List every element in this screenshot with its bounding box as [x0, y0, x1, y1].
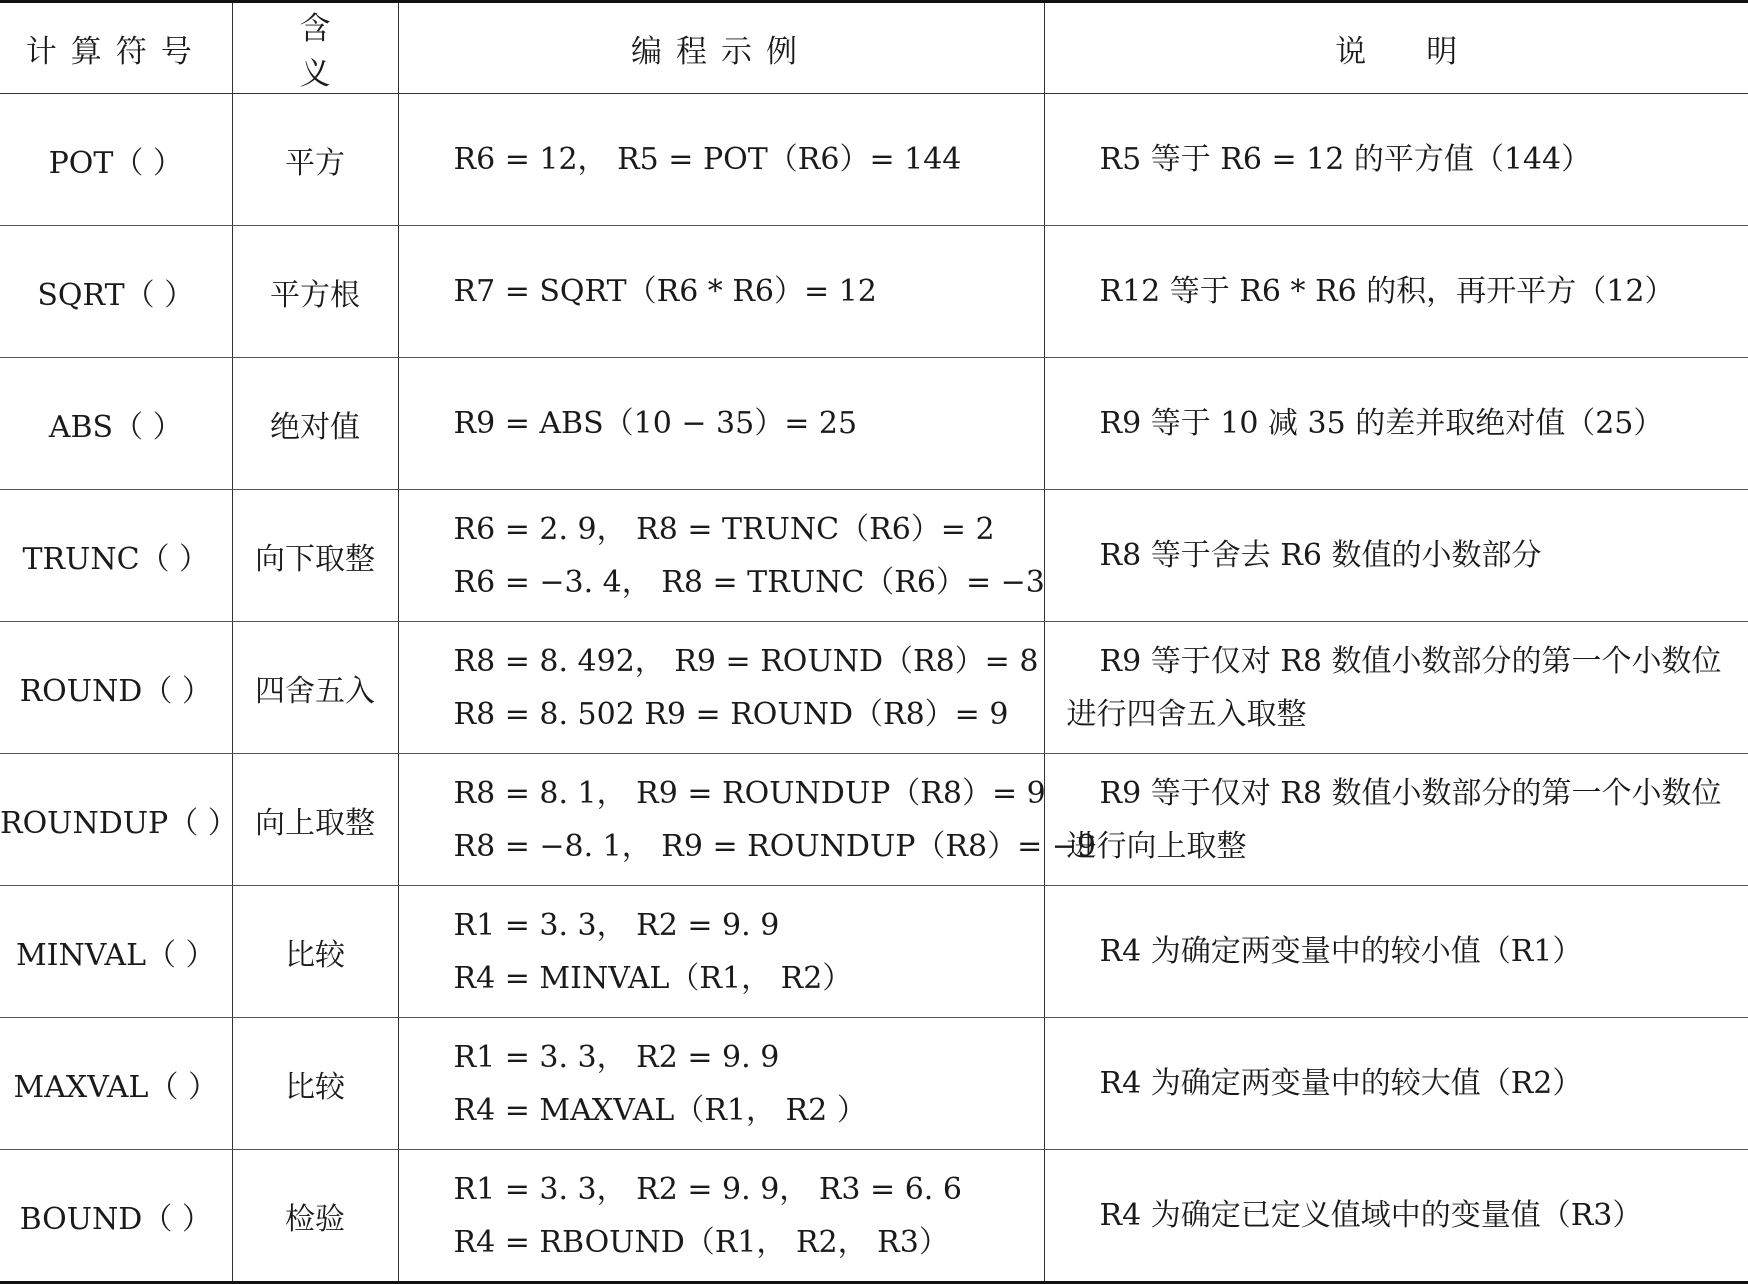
table-row [0, 622, 1748, 754]
table-body [0, 94, 1748, 1283]
cell-meaning: 向上取整 [232, 754, 398, 886]
cell-description: R4 为确定两变量中的较小值（R1） [1044, 886, 1748, 1018]
cell-symbol: ABS（ ） [0, 358, 232, 490]
table-row [0, 94, 1748, 226]
cell-example [398, 754, 1096, 886]
table-header [0, 2, 1748, 94]
header-row [0, 2, 1748, 94]
header-symbol: 计算符号 [0, 2, 232, 94]
example-line: R8 = 8. 502 R9 = ROUND（R8）= 9 [453, 696, 1009, 732]
cell-example [398, 886, 1044, 1018]
cell-symbol: ROUNDUP（ ） [0, 754, 232, 886]
example-line: R6 = −3. 4， R8 = TRUNC（R6）= −3 [453, 564, 1045, 600]
cell-example [398, 490, 1044, 622]
cell-example [398, 1018, 1044, 1150]
example-line: R8 = −8. 1， R9 = ROUNDUP（R8）= −9 [453, 828, 1096, 864]
cell-meaning: 比较 [232, 886, 398, 1018]
example-line: R7 = SQRT（R6 * R6）= 12 [453, 274, 877, 309]
header-example: 编程示例 [398, 2, 1044, 94]
cell-symbol: ROUND（ ） [0, 622, 232, 754]
cell-meaning: 向下取整 [232, 490, 398, 622]
cell-description: R9 等于 10 减 35 的差并取绝对值（25） [1044, 358, 1748, 490]
table-row [0, 886, 1748, 1018]
cell-symbol: MAXVAL（ ） [0, 1018, 232, 1150]
example-line: R1 = 3. 3， R2 = 9. 9， R3 = 6. 6 [453, 1171, 962, 1207]
cell-example [398, 94, 1044, 226]
header-meaning: 含义 [232, 2, 398, 94]
table-row [0, 490, 1748, 622]
cell-meaning: 平方 [232, 94, 398, 226]
table-row [0, 1018, 1748, 1150]
example-line: R4 = MAXVAL（R1， R2 ） [453, 1092, 867, 1128]
cell-description: R4 为确定已定义值域中的变量值（R3） [1044, 1150, 1748, 1283]
cell-symbol: BOUND（ ） [0, 1150, 232, 1283]
header-description: 说明 [1044, 2, 1748, 94]
cell-meaning: 检验 [232, 1150, 398, 1283]
example-line: R6 = 2. 9， R8 = TRUNC（R6）= 2 [453, 511, 995, 547]
cell-meaning: 比较 [232, 1018, 398, 1150]
cell-description: R5 等于 R6 = 12 的平方值（144） [1044, 94, 1748, 226]
cell-description: R8 等于舍去 R6 数值的小数部分 [1044, 490, 1748, 622]
cell-symbol: POT（ ） [0, 94, 232, 226]
table-row [0, 226, 1748, 358]
cell-description: R9 等于仅对 R8 数值小数部分的第一个小数位进行向上取整 [1044, 754, 1748, 886]
cell-symbol: MINVAL（ ） [0, 886, 232, 1018]
table-row [0, 754, 1748, 886]
cell-meaning: 四舍五入 [232, 622, 398, 754]
example-line: R8 = 8. 492， R9 = ROUND（R8）= 8 [453, 643, 1039, 679]
example-line: R4 = RBOUND（R1， R2， R3） [453, 1224, 949, 1260]
example-line: R9 = ABS（10 − 35）= 25 [453, 406, 858, 441]
cell-symbol: TRUNC（ ） [0, 490, 232, 622]
table-row [0, 358, 1748, 490]
cell-example [398, 622, 1044, 754]
example-line: R4 = MINVAL（R1， R2） [453, 960, 853, 996]
cell-example [398, 226, 1044, 358]
example-line: R6 = 12， R5 = POT（R6）= 144 [453, 142, 962, 177]
cell-description: R9 等于仅对 R8 数值小数部分的第一个小数位进行四舍五入取整 [1044, 622, 1748, 754]
example-line: R1 = 3. 3， R2 = 9. 9 [453, 907, 780, 943]
cell-meaning: 平方根 [232, 226, 398, 358]
cell-example [398, 358, 1044, 490]
cell-symbol: SQRT（ ） [0, 226, 232, 358]
cell-description: R4 为确定两变量中的较大值（R2） [1044, 1018, 1748, 1150]
cell-meaning: 绝对值 [232, 358, 398, 490]
example-line: R8 = 8. 1， R9 = ROUNDUP（R8）= 9 [453, 775, 1046, 811]
cell-description: R12 等于 R6 * R6 的积，再开平方（12） [1044, 226, 1748, 358]
example-line: R1 = 3. 3， R2 = 9. 9 [453, 1039, 780, 1075]
